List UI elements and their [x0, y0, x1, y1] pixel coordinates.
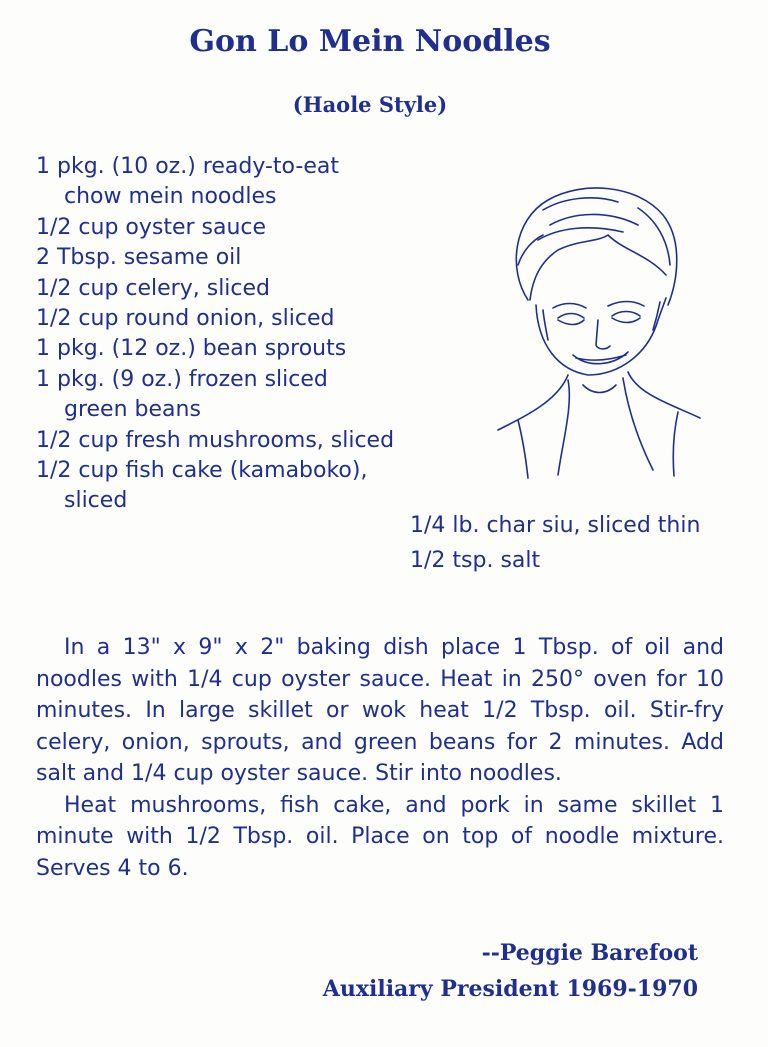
ingredient-list-right [410, 508, 730, 578]
ingredient-list-left [36, 152, 396, 517]
instructions [36, 632, 724, 884]
instruction-paragraph: In a 13" x 9" x 2" baking dish place 1 Tbsp. of oil and noodles with 1/4 cup oyster sauce. Heat in 250° oven for 10 minutes. In large skillet or wok heat 1/2 Tbsp. oil. Stir-fry celery, onion, sprouts, and green beans for 2 minutes. Add salt and 1/4 cup oyster sauce. Stir into noodles. [36, 635, 724, 786]
ingredient-item: 1/2 cup fish cake (kamaboko), sliced [36, 458, 368, 514]
ingredient-item: 1/2 cup celery, sliced [36, 275, 271, 301]
ingredient-item: 2 Tbsp. sesame oil [36, 245, 242, 271]
author-name: --Peggie Barefoot [481, 940, 698, 966]
ingredient-item: 1 pkg. (12 oz.) bean sprouts [36, 336, 347, 362]
ingredient-item: 1 pkg. (9 oz.) frozen sliced green beans [36, 366, 328, 423]
ingredient-item: 1 pkg. (10 oz.) ready-to-eat chow mein noodles [36, 154, 339, 210]
ingredient-item: 1/4 lb. char siu, sliced thin [410, 513, 701, 538]
instruction-paragraph: Heat mushrooms, fish cake, and pork in same skillet 1 minute with 1/2 Tbsp. oil. Place on top of noodle mixture. Serves 4 to 6. [36, 792, 724, 881]
portrait-sketch-icon [488, 180, 708, 480]
recipe-title: Gon Lo Mein Noodles [189, 24, 551, 59]
recipe-subtitle: (Haole Style) [292, 92, 448, 117]
ingredient-item: 1/2 cup oyster sauce [36, 214, 267, 240]
ingredient-item: 1/2 cup fresh mushrooms, sliced [36, 427, 395, 453]
ingredient-item: 1/2 cup round onion, sliced [36, 306, 335, 332]
ingredient-item: 1/2 tsp. salt [410, 548, 541, 573]
author-title: Auxiliary President 1969-1970 [322, 976, 698, 1002]
